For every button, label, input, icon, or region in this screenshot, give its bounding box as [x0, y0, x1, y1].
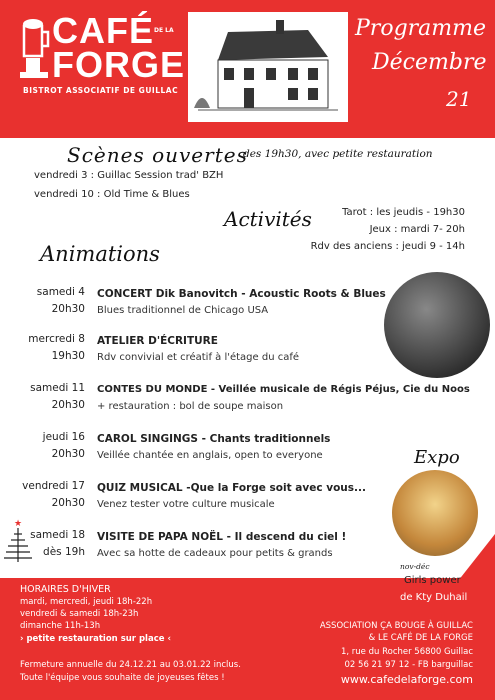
association-line: ASSOCIATION ÇA BOUGE À GUILLAC — [319, 621, 473, 631]
event-desc: Venez tester votre culture musicale — [97, 499, 275, 510]
horaires-line: dimanche 11h-13h — [20, 621, 101, 631]
animations-title: Animations — [40, 242, 160, 266]
fermeture-line: Toute l'équipe vous souhaite de joyeuses fêtes ! — [20, 673, 225, 683]
event-date: samedi 11 — [30, 382, 85, 394]
expo-name: Girls power — [404, 575, 461, 586]
phone: 02 56 21 97 12 - FB barguillac — [344, 660, 473, 670]
event-desc: Blues traditionnel de Chicago USA — [97, 305, 269, 316]
activites-title: Activités — [224, 207, 312, 231]
event-time: dès 19h — [43, 546, 85, 558]
activite-item: Tarot : les jeudis - 19h30 — [342, 207, 465, 218]
logo-subtitle: BISTROT ASSOCIATIF DE GUILLAC — [23, 86, 179, 95]
scenes-subtitle: des 19h30, avec petite restauration — [243, 148, 433, 160]
scenes-item: vendredi 10 : Old Time & Blues — [34, 189, 190, 200]
expo-photo — [392, 470, 478, 556]
event-date: mercredi 8 — [28, 333, 85, 345]
expo-author: de Kty Duhail — [400, 592, 468, 603]
logo-forge: FORGE — [52, 44, 186, 85]
musician-photo — [384, 272, 490, 378]
event-time: 20h30 — [51, 448, 85, 460]
beer-mug-icon — [20, 14, 52, 84]
event-time: 20h30 — [51, 497, 85, 509]
event-time: 20h30 — [51, 399, 85, 411]
programme-year: 21 — [446, 87, 472, 111]
event-date: samedi 4 — [36, 286, 85, 298]
event-date: vendredi 17 — [22, 480, 85, 492]
activite-item: Jeux : mardi 7- 20h — [369, 224, 465, 235]
expo-title: Expo — [414, 447, 460, 468]
christmas-tree-icon — [2, 516, 36, 566]
event-date: samedi 18 — [30, 529, 85, 541]
svg-text:★: ★ — [14, 519, 23, 529]
restauration-note: › petite restauration sur place ‹ — [20, 634, 171, 644]
event-date: jeudi 16 — [42, 431, 85, 443]
association-line: & LE CAFÉ DE LA FORGE — [368, 633, 473, 643]
event-desc: Rdv convivial et créatif à l'étage du café — [97, 352, 300, 363]
address: 1, rue du Rocher 56800 Guillac — [340, 647, 473, 657]
horaires-title: HORAIRES D'HIVER — [20, 584, 111, 595]
fermeture-line: Fermeture annuelle du 24.12.21 au 03.01.22 inclus. — [20, 660, 241, 670]
event-desc: Avec sa hotte de cadeaux pour petits & grands — [97, 548, 333, 559]
event-title: QUIZ MUSICAL -Que la Forge soit avec vous... — [97, 482, 366, 494]
programme-title: Programme — [355, 16, 487, 41]
event-desc: Veillée chantée en anglais, open to everyone — [97, 450, 323, 461]
house-illustration — [188, 12, 348, 122]
event-title: ATELIER D'ÉCRITURE — [97, 335, 218, 347]
event-title: VISITE DE PAPA NOËL - Il descend du ciel ! — [97, 531, 347, 543]
horaires-line: mardi, mercredi, jeudi 18h-22h — [20, 597, 153, 607]
event-title: CONTES DU MONDE - Veillée musicale de Régis Péjus, Cie du Noos — [97, 384, 470, 395]
event-time: 19h30 — [51, 350, 85, 362]
event-time: 20h30 — [51, 303, 85, 315]
event-title: CAROL SINGINGS - Chants traditionnels — [97, 433, 331, 445]
event-title: CONCERT Dik Banovitch - Acoustic Roots & Blues — [97, 288, 386, 300]
website-link[interactable]: www.cafedelaforge.com — [340, 673, 473, 686]
scenes-title: Scènes ouvertes — [67, 143, 248, 167]
scenes-item: vendredi 3 : Guillac Session trad' BZH — [34, 170, 224, 181]
logo-de-la: DE LA — [154, 27, 174, 34]
activite-item: Rdv des anciens : jeudi 9 - 14h — [310, 241, 465, 252]
programme-month: Décembre — [372, 50, 487, 75]
event-desc: + restauration : bol de soupe maison — [97, 401, 284, 412]
logo-cafe: CAFÉ — [52, 10, 154, 51]
expo-dates: nov-déc — [400, 562, 430, 571]
horaires-line: vendredi & samedi 18h-23h — [20, 609, 139, 619]
